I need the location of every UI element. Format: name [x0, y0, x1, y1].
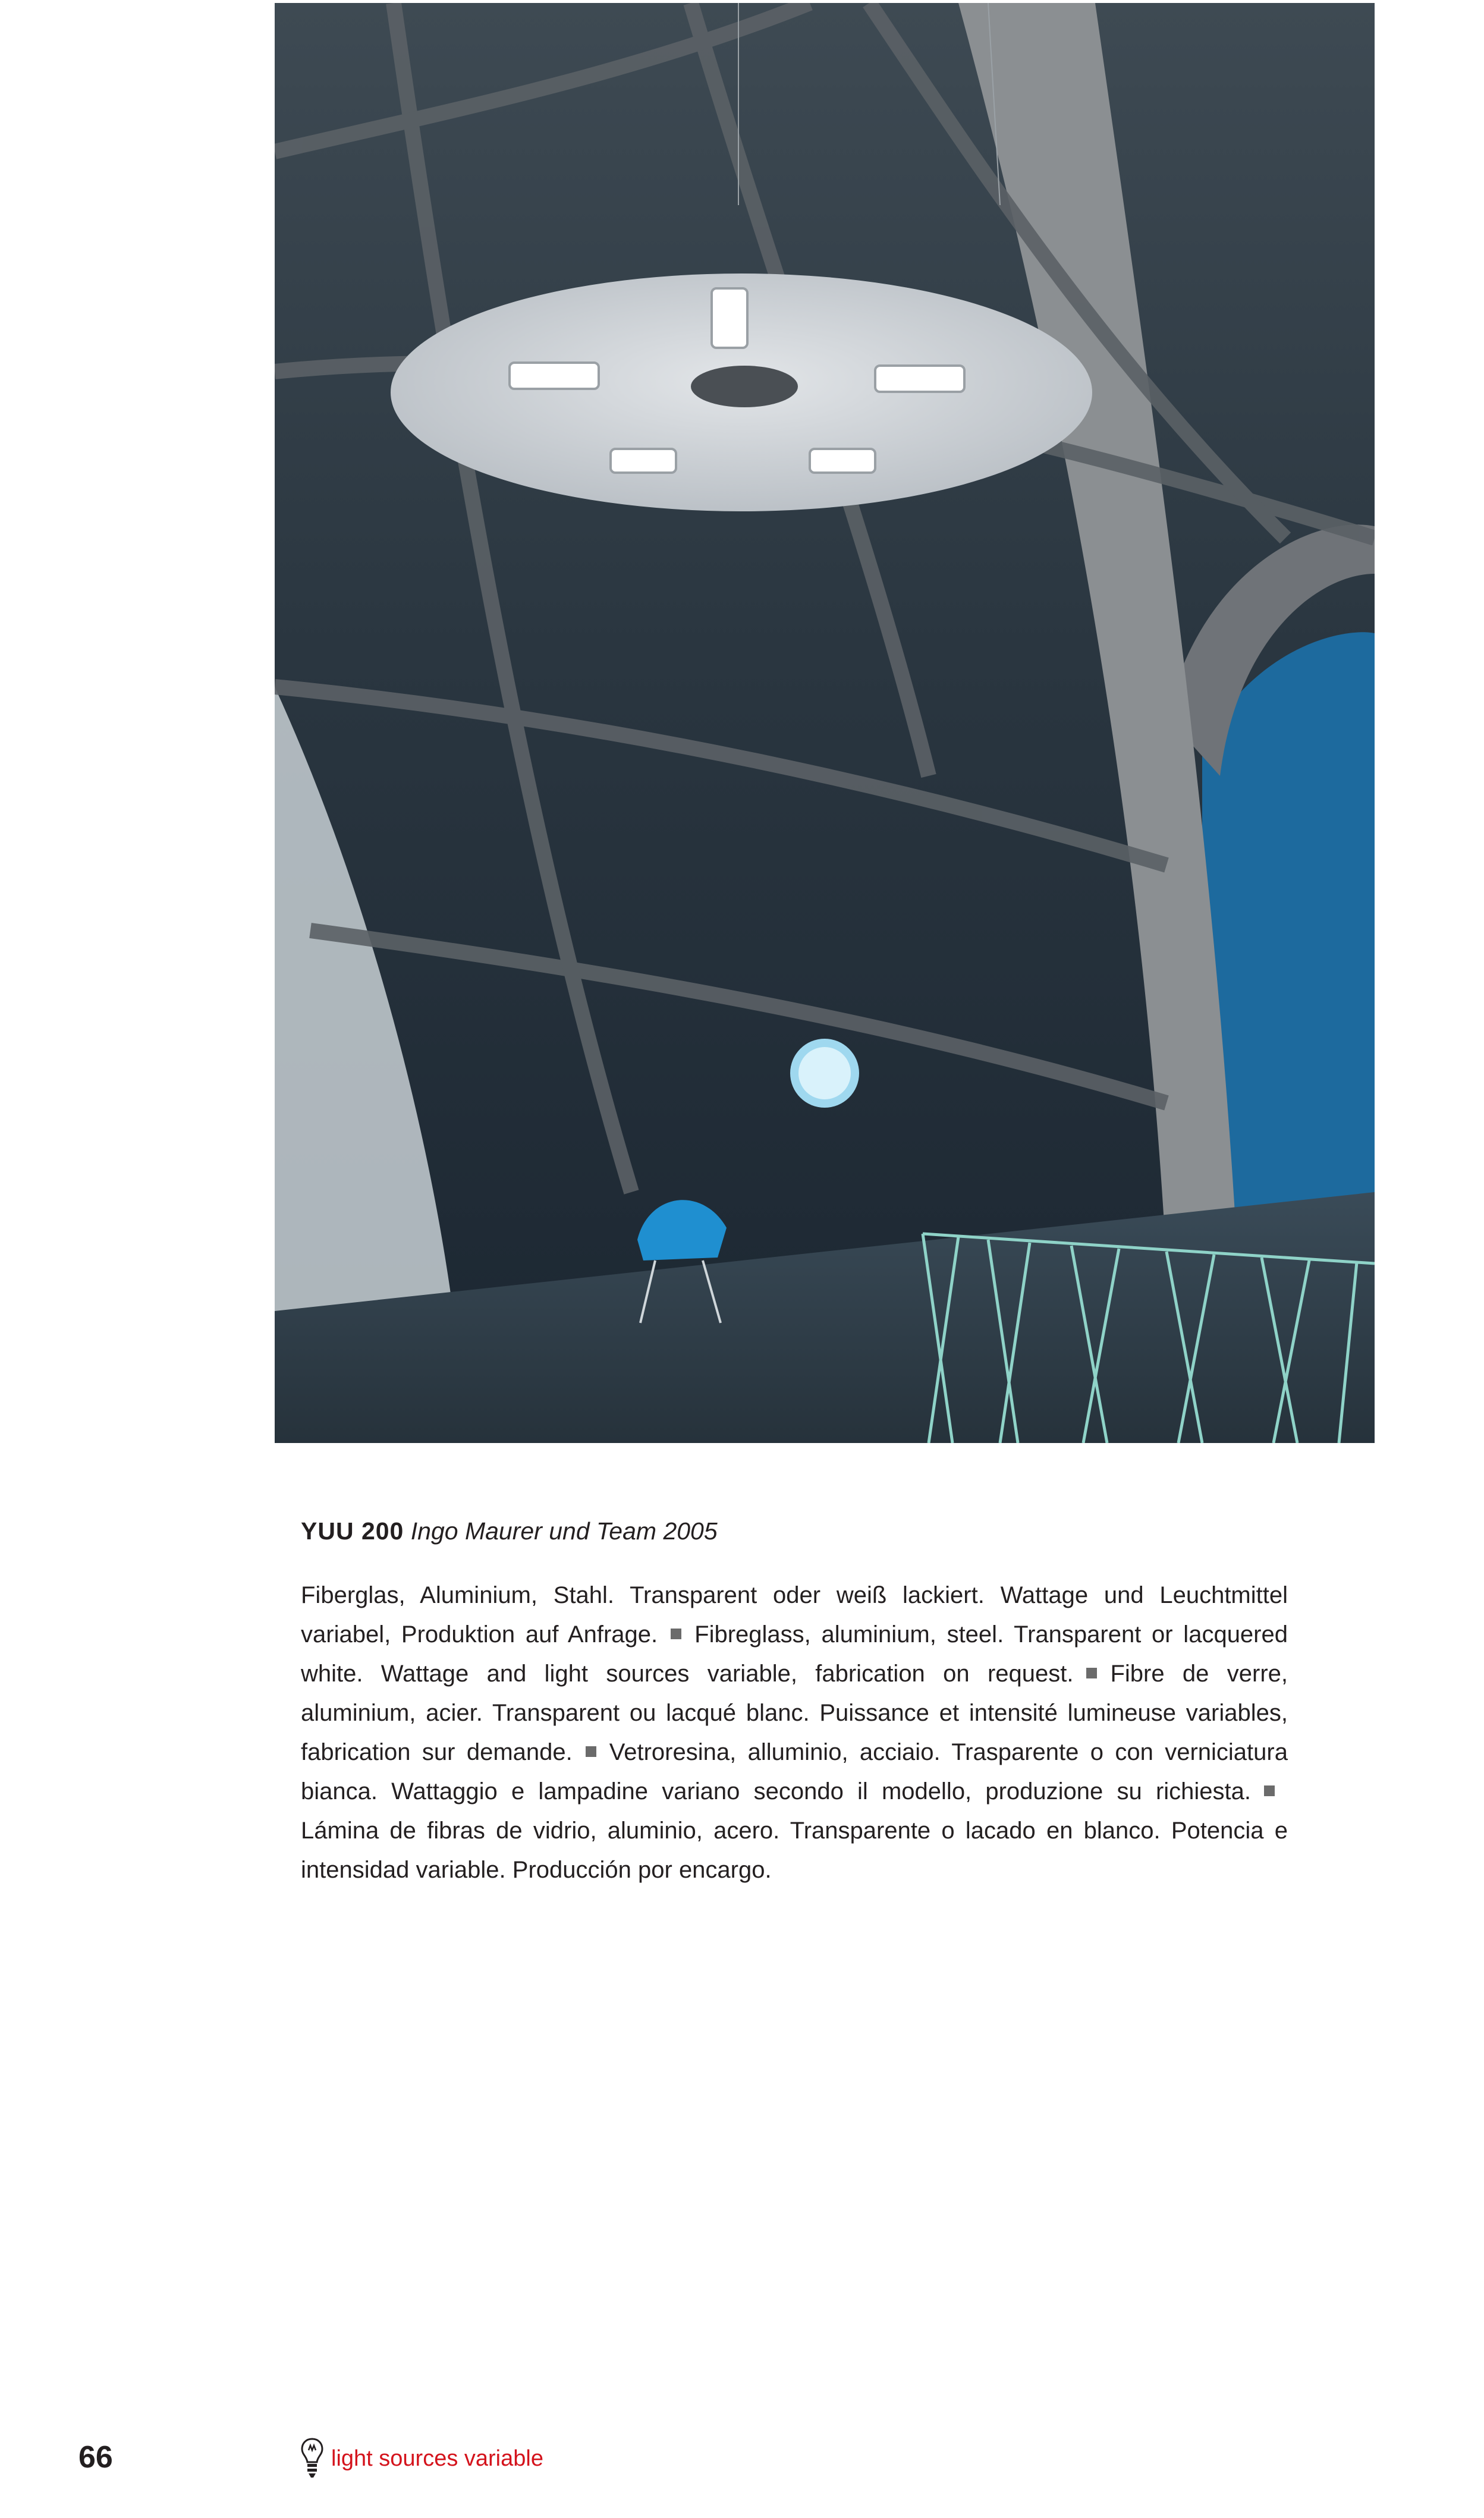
product-model: YUU 200 — [301, 1517, 404, 1545]
product-description — [301, 1576, 1288, 1890]
separator-square-icon — [1264, 1785, 1275, 1796]
separator-square-icon — [1086, 1668, 1097, 1678]
description-de: Fiberglas, Aluminium, Stahl. Transparent oder weiß lackiert. Wattage und Leuchtmittel variabel, Produktion auf Anfrage. — [301, 1582, 1288, 1648]
separator-square-icon — [586, 1746, 596, 1757]
product-photo — [275, 3, 1375, 1443]
description-it: Vetroresina, alluminio, acciaio. Trasparente o con verniciatura bianca. Wattaggio e lampadine variano secondo il modello, produzione su richiesta. — [301, 1739, 1288, 1805]
page-number: 66 — [78, 2440, 113, 2475]
light-bulb-icon — [300, 2437, 324, 2480]
description-es: Lámina de fibras de vidrio, aluminio, acero. Transparente o lacado en blanco. Potencia e intensidad variable. Producción por encargo. — [301, 1818, 1288, 1883]
separator-square-icon — [671, 1629, 681, 1639]
product-designer: Ingo Maurer und Team 2005 — [410, 1517, 718, 1545]
description-fr: Fibre de verre, aluminium, acier. Transparent ou lacqué blanc. Puissance et intensité lumineuse variables, fabrication sur demande. — [301, 1661, 1288, 1765]
footer-note — [300, 2435, 543, 2482]
description-en: Fibreglass, aluminium, steel. Transparent or lacquered white. Wattage and light sources variable, fabrication on request. — [301, 1621, 1288, 1687]
product-heading — [301, 1513, 718, 1549]
footer-note-label: light sources variable — [331, 2445, 543, 2471]
